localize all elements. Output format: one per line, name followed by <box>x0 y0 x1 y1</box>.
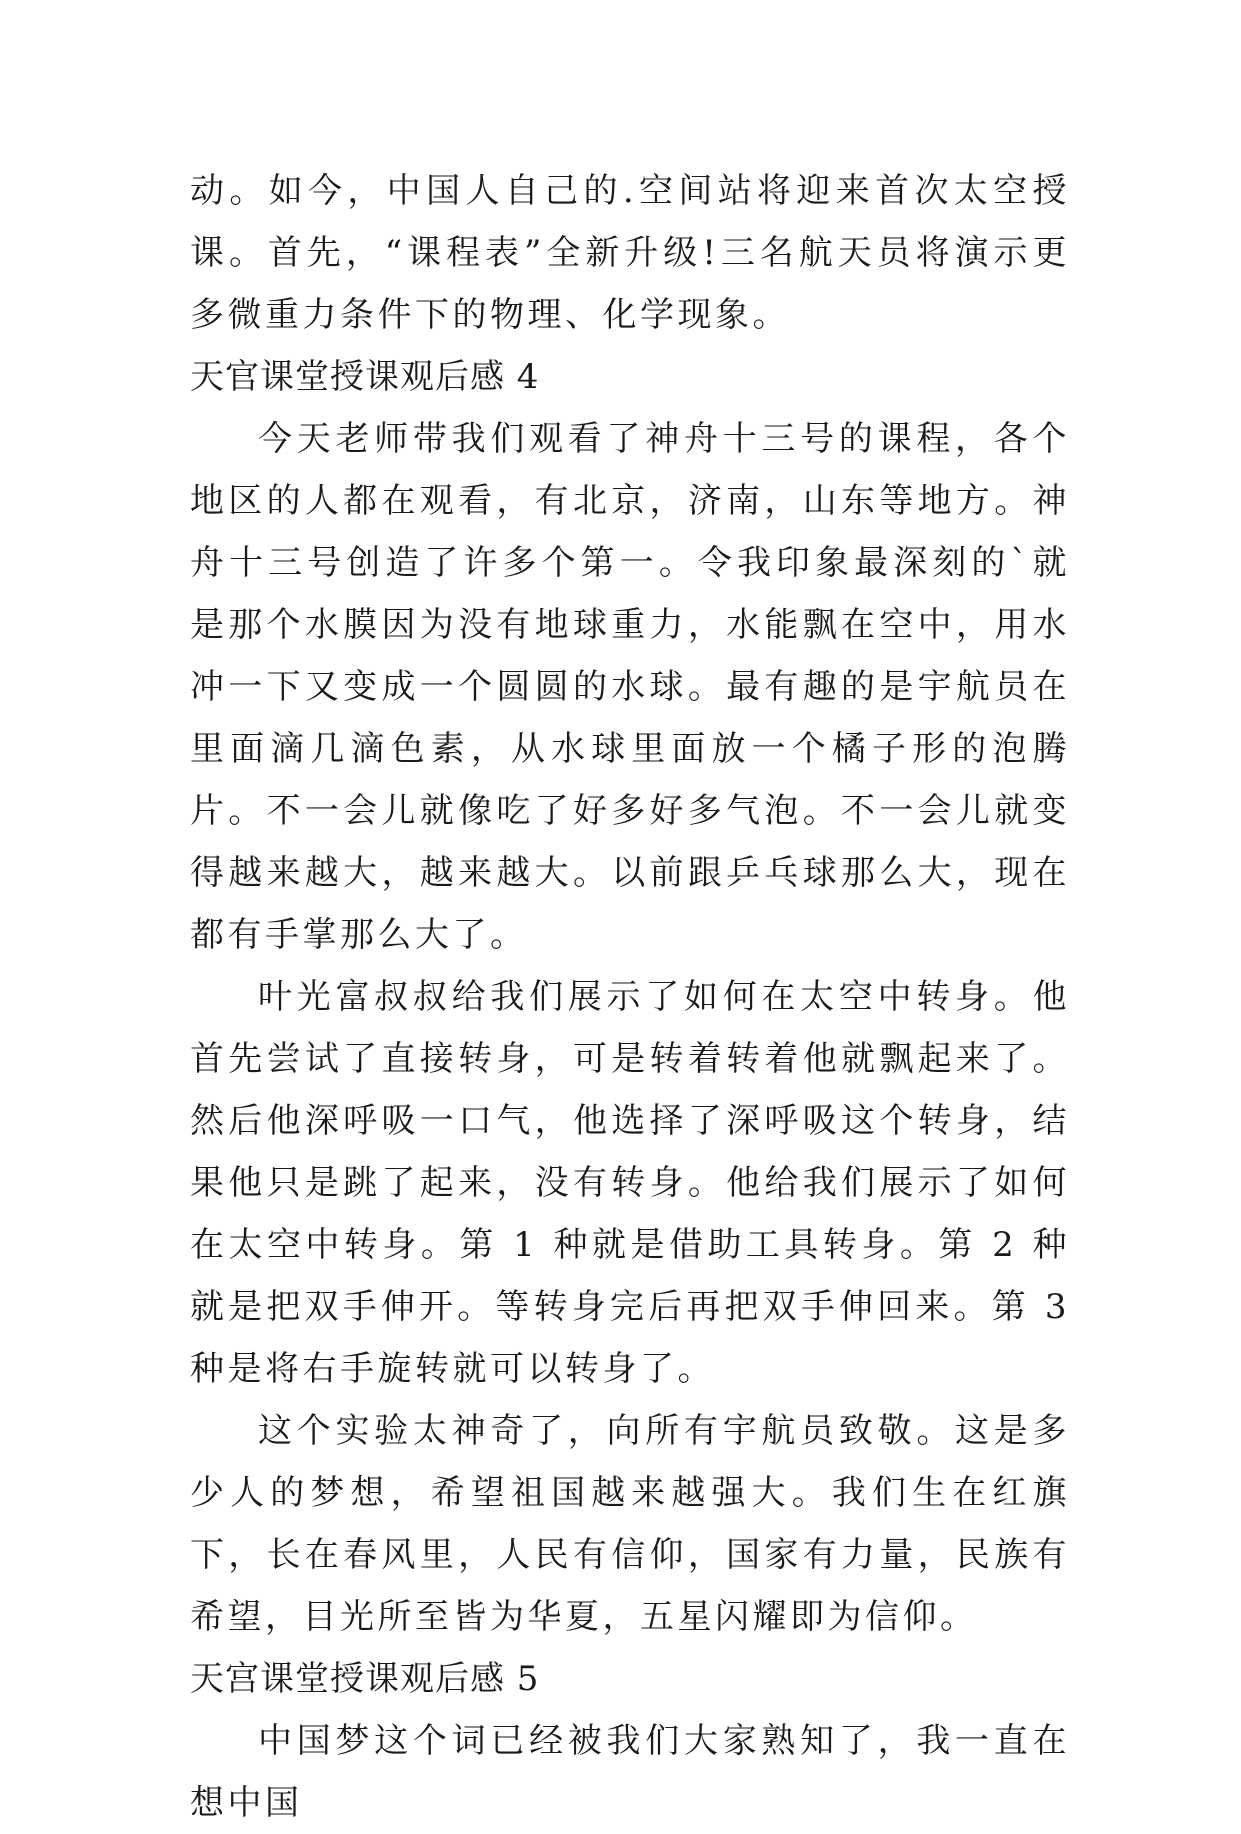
section-heading-4: 天官课堂授课观后感 4 <box>190 357 540 397</box>
document-body <box>190 160 1070 1834</box>
paragraph-continuation: 动。如今，中国人自己的.空间站将迎来首次太空授课。首先，“课程表”全新升级!三名航天员将演示更多微重力条件下的物理、化学现象。 <box>190 171 1070 335</box>
paragraph: 这个实验太神奇了，向所有宇航员致敬。这是多少人的梦想，希望祖国越来越强大。我们生在红旗下，长在春风里，人民有信仰，国家有力量，民族有希望，目光所至皆为华夏，五星闪耀即为信仰。 <box>190 1411 1070 1637</box>
paragraph: 今天老师带我们观看了神舟十三号的课程，各个地区的人都在观看，有北京，济南，山东等地方。神舟十三号创造了许多个第一。令我印象最深刻的`就是那个水膜因为没有地球重力，水能飘在空中，用水冲一下又变成一个圆圆的水球。最有趣的是宇航员在里面滴几滴色素，从水球里面放一个橘子形的泡腾片。不一会儿就像吃了好多好多气泡。不一会儿就变得越来越大，越来越大。以前跟乒乓球那么大，现在都有手掌那么大了。 <box>190 419 1070 955</box>
section-heading-5: 天宫课堂授课观后感 5 <box>190 1659 540 1699</box>
paragraph: 中国梦这个词已经被我们大家熟知了，我一直在想中国 <box>190 1721 1070 1823</box>
paragraph: 叶光富叔叔给我们展示了如何在太空中转身。他首先尝试了直接转身，可是转着转着他就飘起来了。然后他深呼吸一口气，他选择了深呼吸这个转身，结果他只是跳了起来，没有转身。他给我们展示了如何在太空中转身。第 1 种就是借助工具转身。第 2 种就是把双手伸开。等转身完后再把双手伸回来。第 3 种是将右手旋转就可以转身了。 <box>190 977 1070 1389</box>
